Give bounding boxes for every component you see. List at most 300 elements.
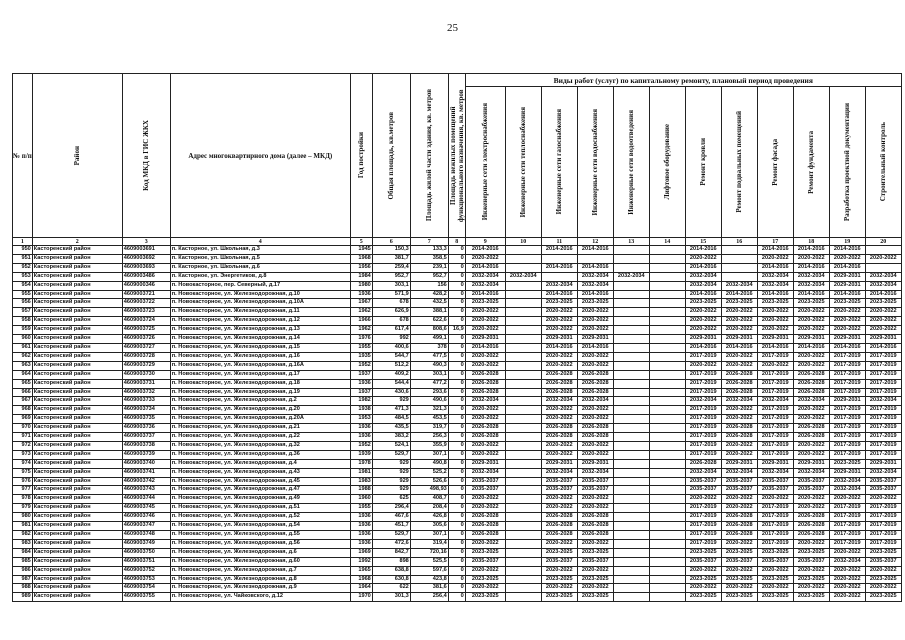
- table-cell: 526,6: [410, 477, 448, 486]
- table-cell: 2020-2022: [541, 584, 577, 593]
- table-cell: 2020-2022: [465, 584, 505, 593]
- table-cell: [613, 495, 649, 504]
- table-cell: 2023-2025: [685, 299, 721, 308]
- table-cell: Касторенский район: [32, 468, 122, 477]
- table-cell: 409,2: [372, 370, 410, 379]
- table-cell: 975: [13, 468, 33, 477]
- table-cell: 967: [13, 397, 33, 406]
- table-cell: п. Новокасторное, ул. Железнодорожная, д.49: [170, 495, 350, 504]
- table-cell: 498,93: [410, 486, 448, 495]
- table-cell: 2023-2025: [541, 593, 577, 602]
- table-cell: 2014-2016: [577, 343, 613, 352]
- table-cell: 966: [13, 388, 33, 397]
- table-cell: 2014-2016: [541, 263, 577, 272]
- table-cell: 2023-2025: [865, 593, 901, 602]
- table-cell: 2017-2019: [865, 388, 901, 397]
- table-cell: 2032-2034: [757, 272, 793, 281]
- table-cell: [613, 450, 649, 459]
- table-cell: 1936: [350, 290, 372, 299]
- table-cell: 2020-2022: [757, 584, 793, 593]
- table-cell: [613, 531, 649, 540]
- table-cell: 1980: [350, 281, 372, 290]
- table-cell: 2017-2019: [865, 424, 901, 433]
- table-cell: 4609003747: [122, 522, 170, 531]
- table-cell: 2017-2019: [685, 424, 721, 433]
- table-cell: 2020-2022: [685, 326, 721, 335]
- table-cell: 2014-2016: [793, 290, 829, 299]
- table-row: [13, 406, 902, 415]
- table-cell: 984: [13, 548, 33, 557]
- table-cell: [505, 566, 541, 575]
- table-cell: 2020-2022: [541, 539, 577, 548]
- table-cell: 1955: [350, 504, 372, 513]
- table-cell: 2026-2028: [541, 513, 577, 522]
- table-cell: 1956: [350, 263, 372, 272]
- table-cell: 2026-2028: [541, 424, 577, 433]
- table-cell: Касторенский район: [32, 531, 122, 540]
- table-cell: 2032-2034: [685, 272, 721, 281]
- table-cell: [505, 361, 541, 370]
- table-row: [13, 379, 902, 388]
- header-work-type: Лифтовое оборудование: [649, 87, 685, 238]
- table-cell: 2020-2022: [541, 504, 577, 513]
- table-cell: 2020-2022: [793, 504, 829, 513]
- table-cell: 1935: [350, 352, 372, 361]
- table-cell: [613, 308, 649, 317]
- table-header: [13, 74, 902, 246]
- table-cell: 2029-2031: [793, 335, 829, 344]
- table-cell: 2020-2022: [793, 406, 829, 415]
- table-cell: 2020-2022: [577, 566, 613, 575]
- table-cell: [649, 548, 685, 557]
- table-cell: [505, 352, 541, 361]
- table-cell: 490,3: [410, 361, 448, 370]
- table-cell: п. Новокасторное, ул. Железнодорожная, д.20А: [170, 415, 350, 424]
- table-cell: 4609003725: [122, 326, 170, 335]
- column-number: 16: [721, 238, 757, 246]
- table-cell: [649, 370, 685, 379]
- table-cell: Касторенский район: [32, 566, 122, 575]
- table-cell: [613, 575, 649, 584]
- table-cell: 2026-2028: [721, 424, 757, 433]
- table-cell: [649, 441, 685, 450]
- table-cell: 0: [448, 450, 465, 459]
- table-cell: [505, 522, 541, 531]
- column-number: 20: [865, 238, 901, 246]
- table-cell: 2026-2028: [721, 531, 757, 540]
- table-cell: Касторенский район: [32, 424, 122, 433]
- table-cell: [505, 504, 541, 513]
- table-cell: 358,5: [410, 254, 448, 263]
- table-cell: 2014-2016: [757, 246, 793, 255]
- table-row: [13, 504, 902, 513]
- table-cell: 2023-2025: [577, 548, 613, 557]
- table-cell: [649, 397, 685, 406]
- table-cell: 2017-2019: [757, 539, 793, 548]
- table-cell: 2035-2037: [685, 477, 721, 486]
- table-cell: [505, 548, 541, 557]
- table-cell: 2020-2022: [721, 406, 757, 415]
- table-cell: 1952: [350, 361, 372, 370]
- table-cell: 2017-2019: [829, 415, 865, 424]
- table-cell: 378: [410, 343, 448, 352]
- table-cell: 2026-2028: [793, 433, 829, 442]
- table-cell: 388,1: [410, 308, 448, 317]
- table-cell: 2032-2034: [613, 272, 649, 281]
- table-row: [13, 557, 902, 566]
- capital-repair-table-sheet: [12, 73, 902, 602]
- table-cell: 987: [13, 575, 33, 584]
- table-cell: 2029-2031: [757, 335, 793, 344]
- table-cell: п. Новокасторное, ул. Железнодорожная, д.32: [170, 441, 350, 450]
- header-district: Район: [32, 74, 122, 238]
- table-cell: 2017-2019: [829, 361, 865, 370]
- table-cell: Касторенский район: [32, 281, 122, 290]
- table-cell: 2020-2022: [721, 441, 757, 450]
- table-cell: 982: [13, 531, 33, 540]
- table-cell: 2017-2019: [757, 379, 793, 388]
- table-cell: 2014-2016: [577, 246, 613, 255]
- table-cell: 954: [13, 281, 33, 290]
- table-row: [13, 352, 902, 361]
- table-cell: 2023-2025: [465, 593, 505, 602]
- table-cell: 2029-2031: [541, 335, 577, 344]
- table-cell: 208,4: [410, 504, 448, 513]
- table-cell: 958: [13, 317, 33, 326]
- table-cell: 4609003752: [122, 566, 170, 575]
- table-cell: 2029-2031: [829, 335, 865, 344]
- table-cell: 4609003754: [122, 584, 170, 593]
- table-cell: 2020-2022: [721, 361, 757, 370]
- table-cell: п. Новокасторное, ул. Железнодорожная, д.10: [170, 290, 350, 299]
- table-cell: 953: [13, 272, 33, 281]
- table-cell: [613, 290, 649, 299]
- table-cell: 0: [448, 246, 465, 255]
- table-cell: [505, 308, 541, 317]
- table-cell: 4609003736: [122, 424, 170, 433]
- table-cell: 2017-2019: [757, 531, 793, 540]
- table-cell: 2014-2016: [829, 263, 865, 272]
- table-cell: 2014-2016: [465, 263, 505, 272]
- table-cell: Касторенский район: [32, 397, 122, 406]
- table-cell: [649, 246, 685, 255]
- table-cell: 2023-2025: [793, 575, 829, 584]
- table-cell: 2017-2019: [757, 504, 793, 513]
- table-cell: 133,3: [410, 246, 448, 255]
- table-cell: 2026-2028: [541, 370, 577, 379]
- table-cell: 426,8: [410, 513, 448, 522]
- table-cell: [613, 370, 649, 379]
- table-cell: 2020-2022: [465, 415, 505, 424]
- table-cell: 477,5: [410, 352, 448, 361]
- table-cell: 2020-2022: [685, 308, 721, 317]
- table-cell: 2029-2031: [541, 459, 577, 468]
- table-cell: 1936: [350, 424, 372, 433]
- table-cell: [649, 531, 685, 540]
- table-cell: [613, 299, 649, 308]
- table-cell: 0: [448, 575, 465, 584]
- table-cell: 1969: [350, 548, 372, 557]
- table-cell: 929: [372, 459, 410, 468]
- table-cell: [505, 557, 541, 566]
- table-cell: 2020-2022: [829, 254, 865, 263]
- table-cell: [613, 557, 649, 566]
- table-cell: 2020-2022: [541, 566, 577, 575]
- table-cell: Касторенский район: [32, 299, 122, 308]
- table-cell: 0: [448, 361, 465, 370]
- table-cell: [649, 352, 685, 361]
- table-cell: 2014-2016: [685, 263, 721, 272]
- table-cell: 2017-2019: [757, 450, 793, 459]
- table-cell: 2029-2031: [829, 468, 865, 477]
- table-cell: 898: [372, 557, 410, 566]
- table-cell: 2020-2022: [793, 308, 829, 317]
- table-cell: 2014-2016: [865, 290, 901, 299]
- table-cell: [649, 584, 685, 593]
- table-cell: 1962: [350, 308, 372, 317]
- table-cell: Касторенский район: [32, 459, 122, 468]
- table-cell: [649, 459, 685, 468]
- table-cell: п. Новокасторное, ул. Железнодорожная, д.15: [170, 343, 350, 352]
- table-cell: 2026-2028: [793, 513, 829, 522]
- table-cell: 2035-2037: [541, 557, 577, 566]
- table-cell: Касторенский район: [32, 308, 122, 317]
- table-cell: 2023-2025: [541, 575, 577, 584]
- table-cell: 2020-2022: [541, 441, 577, 450]
- table-cell: 2035-2037: [865, 477, 901, 486]
- table-cell: 2029-2031: [577, 459, 613, 468]
- table-cell: 2017-2019: [865, 406, 901, 415]
- table-cell: 2020-2022: [465, 308, 505, 317]
- table-cell: п. Новокасторное, ул. Железнодорожная, д.11: [170, 308, 350, 317]
- table-cell: 2035-2037: [757, 486, 793, 495]
- table-cell: 2023-2025: [541, 548, 577, 557]
- table-cell: Касторенский район: [32, 584, 122, 593]
- table-cell: 4609003731: [122, 379, 170, 388]
- table-row: [13, 531, 902, 540]
- table-cell: 2020-2022: [721, 317, 757, 326]
- table-row: [13, 459, 902, 468]
- table-cell: 2020-2022: [577, 450, 613, 459]
- table-cell: 2032-2034: [829, 486, 865, 495]
- table-cell: 259,4: [372, 263, 410, 272]
- table-cell: 2029-2031: [829, 397, 865, 406]
- table-cell: 972: [13, 441, 33, 450]
- table-cell: 2020-2022: [577, 308, 613, 317]
- header-nonliving-area: Площадь нежилых помещений функционального назначения, кв. метров: [448, 74, 465, 238]
- table-cell: 2020-2022: [721, 326, 757, 335]
- table-cell: [505, 317, 541, 326]
- table-cell: [613, 406, 649, 415]
- header-year: Год постройки: [350, 74, 372, 238]
- table-cell: 2035-2037: [721, 557, 757, 566]
- table-cell: 1936: [350, 539, 372, 548]
- table-cell: 2035-2037: [465, 486, 505, 495]
- table-cell: 2026-2028: [793, 370, 829, 379]
- table-cell: 4609003743: [122, 486, 170, 495]
- table-cell: п. Новокасторное, ул. Железнодорожная, д.20: [170, 406, 350, 415]
- table-cell: 2032-2034: [541, 468, 577, 477]
- table-cell: [613, 486, 649, 495]
- column-number: 4: [170, 238, 350, 246]
- header-address: Адрес многоквартирного дома (далее – МКД): [170, 74, 350, 238]
- header-work-type: Инженерные сети теплоснабжения: [505, 87, 541, 238]
- table-cell: 453,5: [410, 415, 448, 424]
- table-cell: 964: [13, 370, 33, 379]
- table-cell: 156: [410, 281, 448, 290]
- table-cell: [505, 406, 541, 415]
- table-cell: 1968: [350, 254, 372, 263]
- table-cell: 2020-2022: [865, 326, 901, 335]
- table-cell: [649, 299, 685, 308]
- column-number: 13: [613, 238, 649, 246]
- table-cell: 2020-2022: [721, 450, 757, 459]
- table-cell: [613, 352, 649, 361]
- table-cell: [649, 254, 685, 263]
- table-cell: 544,7: [372, 352, 410, 361]
- table-cell: п. Касторное, ул. Школьная, д.6: [170, 263, 350, 272]
- table-cell: 2026-2028: [721, 379, 757, 388]
- table-cell: [613, 335, 649, 344]
- table-cell: 4609003734: [122, 406, 170, 415]
- table-cell: 2017-2019: [829, 406, 865, 415]
- table-cell: 1981: [350, 468, 372, 477]
- table-cell: 0: [448, 406, 465, 415]
- table-cell: 2020-2022: [793, 566, 829, 575]
- table-cell: 2017-2019: [757, 522, 793, 531]
- table-cell: 2035-2037: [757, 477, 793, 486]
- table-cell: 2020-2022: [829, 317, 865, 326]
- table-cell: 2020-2022: [721, 504, 757, 513]
- table-cell: Касторенский район: [32, 513, 122, 522]
- table-row: [13, 317, 902, 326]
- table-cell: 2020-2022: [721, 495, 757, 504]
- table-cell: 597,6: [410, 566, 448, 575]
- table-cell: 1937: [350, 370, 372, 379]
- table-cell: 2020-2022: [465, 504, 505, 513]
- table-cell: 2020-2022: [685, 566, 721, 575]
- table-cell: 2017-2019: [829, 379, 865, 388]
- table-cell: 4609003748: [122, 531, 170, 540]
- table-cell: 2032-2034: [465, 468, 505, 477]
- table-cell: 2020-2022: [465, 254, 505, 263]
- table-row: [13, 584, 902, 593]
- table-cell: 296,4: [372, 504, 410, 513]
- table-cell: [649, 415, 685, 424]
- table-cell: 2020-2022: [829, 495, 865, 504]
- table-cell: 952,7: [410, 272, 448, 281]
- table-cell: 2023-2025: [757, 548, 793, 557]
- table-cell: 2017-2019: [865, 433, 901, 442]
- table-cell: 965: [13, 379, 33, 388]
- table-cell: 2017-2019: [829, 352, 865, 361]
- table-cell: п. Новокасторное, ул. Железнодорожная, д.14: [170, 335, 350, 344]
- table-cell: Касторенский район: [32, 263, 122, 272]
- table-cell: 4609003750: [122, 548, 170, 557]
- table-cell: 4609003753: [122, 575, 170, 584]
- table-cell: п. Новокасторное, ул. Железнодорожная, д.7: [170, 566, 350, 575]
- table-cell: 256,4: [410, 593, 448, 602]
- table-cell: [649, 477, 685, 486]
- table-cell: 381,7: [372, 254, 410, 263]
- table-cell: 2017-2019: [685, 415, 721, 424]
- table-cell: [613, 317, 649, 326]
- table-cell: 2014-2016: [541, 290, 577, 299]
- table-cell: 2020-2022: [793, 450, 829, 459]
- table-cell: 301,3: [372, 593, 410, 602]
- table-cell: 2023-2025: [865, 299, 901, 308]
- table-cell: 2026-2028: [465, 370, 505, 379]
- table-cell: 0: [448, 486, 465, 495]
- table-cell: [865, 263, 901, 272]
- table-cell: 2029-2031: [577, 335, 613, 344]
- table-cell: 2032-2034: [685, 281, 721, 290]
- table-cell: 2026-2028: [721, 433, 757, 442]
- table-cell: [649, 263, 685, 272]
- table-cell: 2026-2028: [721, 370, 757, 379]
- table-cell: 678: [372, 317, 410, 326]
- table-cell: 2020-2022: [865, 566, 901, 575]
- table-cell: 2029-2031: [721, 459, 757, 468]
- table-cell: [649, 388, 685, 397]
- table-body: [13, 246, 902, 602]
- table-cell: 0: [448, 539, 465, 548]
- table-cell: 2014-2016: [757, 343, 793, 352]
- table-cell: Касторенский район: [32, 557, 122, 566]
- table-cell: 2023-2025: [721, 593, 757, 602]
- table-cell: 2023-2025: [793, 299, 829, 308]
- table-cell: 2017-2019: [865, 352, 901, 361]
- table-row: [13, 424, 902, 433]
- table-cell: 625: [372, 495, 410, 504]
- table-cell: 2020-2022: [541, 308, 577, 317]
- table-cell: 2023-2025: [721, 548, 757, 557]
- table-cell: 2014-2016: [793, 263, 829, 272]
- table-cell: 2026-2028: [577, 522, 613, 531]
- table-cell: 2026-2028: [721, 513, 757, 522]
- table-cell: 2020-2022: [757, 308, 793, 317]
- table-cell: 0: [448, 254, 465, 263]
- table-cell: 2023-2025: [465, 299, 505, 308]
- table-cell: 929: [372, 477, 410, 486]
- table-cell: 2032-2034: [757, 397, 793, 406]
- table-cell: 256,3: [410, 433, 448, 442]
- table-cell: 2017-2019: [865, 370, 901, 379]
- table-cell: 435,5: [372, 424, 410, 433]
- table-cell: 2020-2022: [577, 504, 613, 513]
- table-cell: Касторенский район: [32, 317, 122, 326]
- table-cell: 2032-2034: [757, 468, 793, 477]
- table-cell: 2035-2037: [865, 557, 901, 566]
- table-cell: 2020-2022: [757, 326, 793, 335]
- table-cell: 0: [448, 263, 465, 272]
- table-row: [13, 566, 902, 575]
- table-row: [13, 477, 902, 486]
- table-cell: 957: [13, 308, 33, 317]
- table-cell: 951: [13, 254, 33, 263]
- table-cell: 2029-2031: [465, 335, 505, 344]
- table-cell: 1988: [350, 486, 372, 495]
- table-cell: 1965: [350, 566, 372, 575]
- table-cell: 305,6: [410, 522, 448, 531]
- table-cell: 2020-2022: [793, 441, 829, 450]
- table-cell: 2017-2019: [757, 352, 793, 361]
- table-cell: 2026-2028: [577, 379, 613, 388]
- table-cell: 2026-2028: [465, 433, 505, 442]
- table-cell: [613, 246, 649, 255]
- table-cell: 976: [13, 477, 33, 486]
- table-cell: [505, 335, 541, 344]
